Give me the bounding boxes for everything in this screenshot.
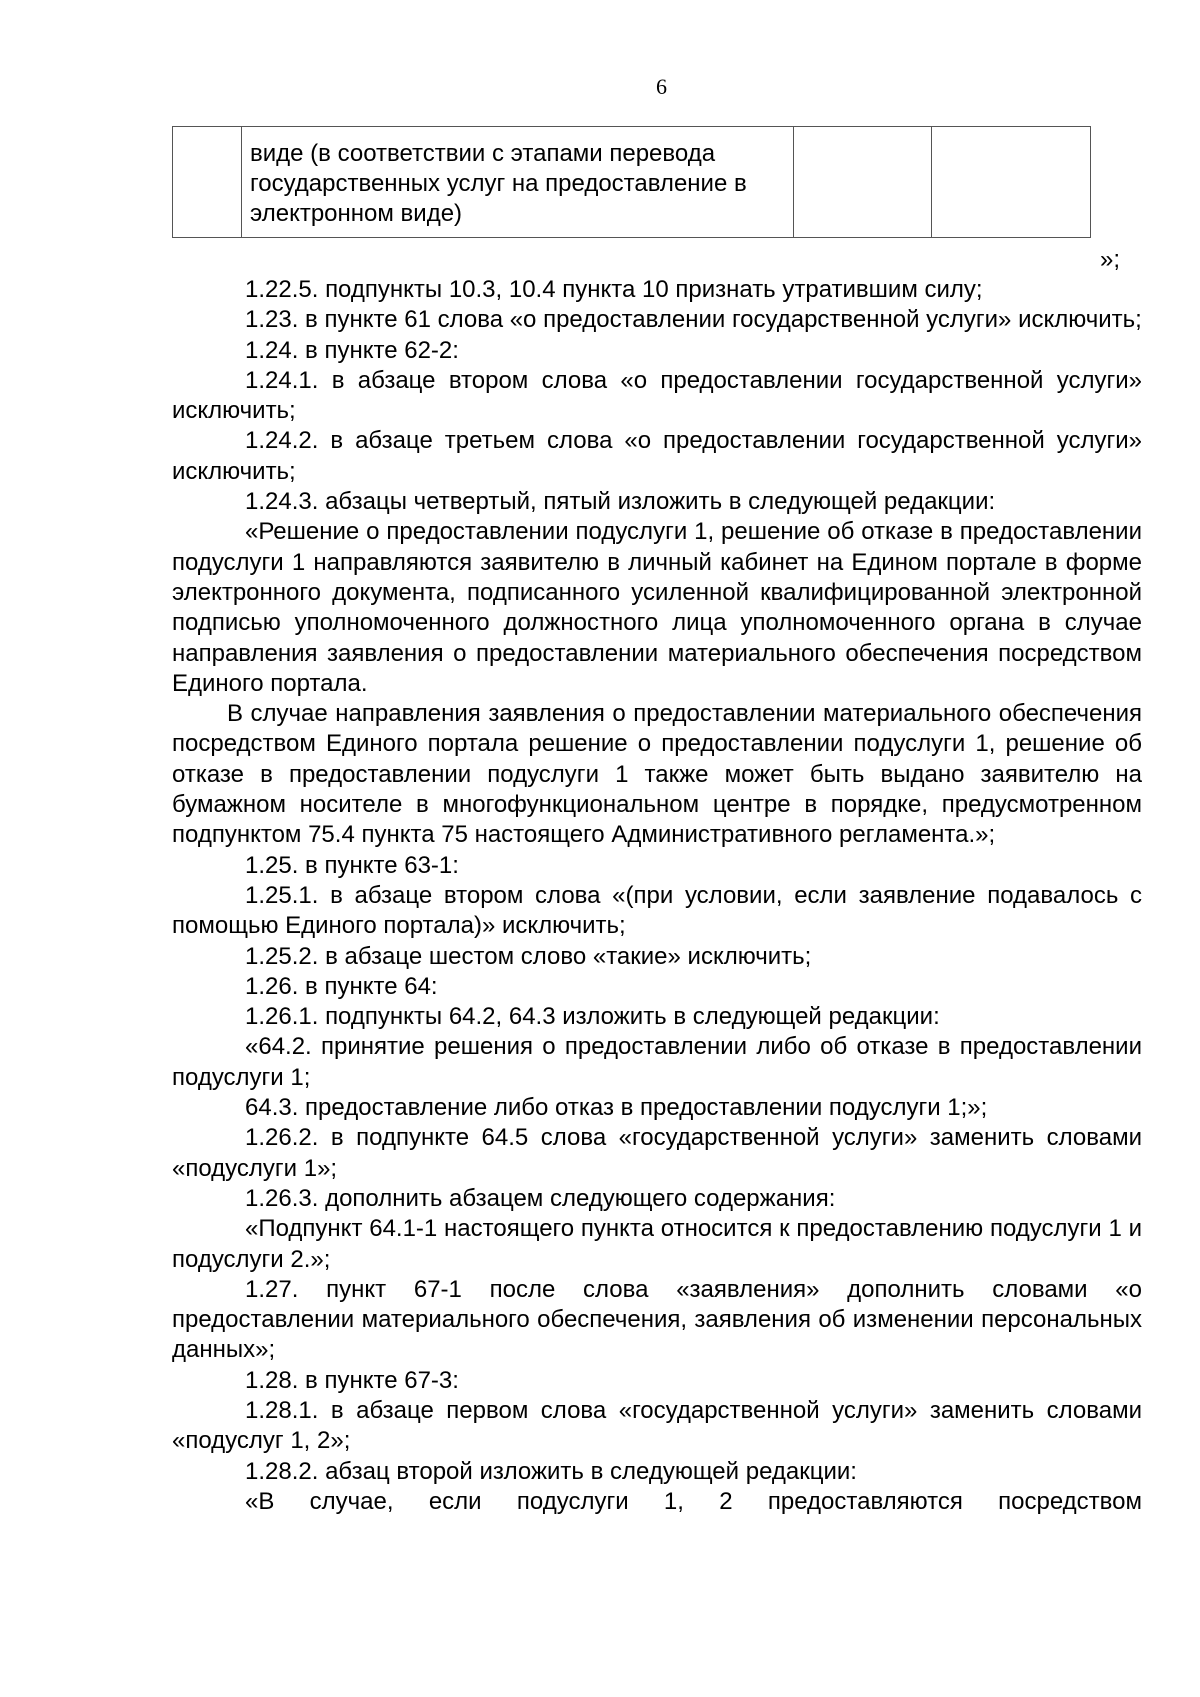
paragraph: В случае направления заявления о предоставлении материального обеспечения посредством Единого портала решение о предоставлении подуслуги 1, решение об отказе в предоставлении подуслуги 1 также может быть выдано заявителю на бумажном носителе в многофункциональном центре в порядке, предусмотренном подпунктом 75.4 пункта 75 настоящего Административного регламента.»;: [172, 700, 1142, 849]
paragraph: 1.27. пункт 67-1 после слова «заявления» дополнить словами «о предоставлении материального обеспечения, заявления об изменении персональных данных»;: [172, 1275, 1142, 1364]
paragraph: 1.26.1. подпункты 64.2, 64.3 изложить в следующей редакции:: [245, 1003, 940, 1031]
paragraph: 1.28. в пункте 67-3:: [245, 1366, 459, 1394]
closing-quote: »;: [1100, 246, 1121, 273]
paragraph: 1.25. в пункте 63-1:: [245, 851, 459, 879]
paragraph: 1.24. в пункте 62-2:: [245, 336, 459, 364]
document-body: [172, 275, 1142, 1517]
page-number: 6: [656, 74, 667, 99]
paragraph: «В случае, если подуслуги 1, 2 предоставляются посредством: [245, 1487, 1142, 1515]
paragraph: «Решение о предоставлении подуслуги 1, решение об отказе в предоставлении подуслуги 1 направляются заявителю в личный кабинет на Едином портале в форме электронного документа, подписанного усиленной квалифицированной электронной подписью уполномоченного должностного лица уполномоченного органа в случае направления заявления о предоставлении материального обеспечения посредством Единого портала.: [172, 518, 1142, 697]
paragraph: 1.28.1. в абзаце первом слова «государственной услуги» заменить словами «подуслуг 1, 2»;: [172, 1396, 1142, 1455]
table-row: [173, 127, 1091, 238]
paragraph: «Подпункт 64.1-1 настоящего пункта относится к предоставлению подуслуги 1 и подуслуги 2.»;: [172, 1215, 1142, 1273]
paragraph: «64.2. принятие решения о предоставлении либо об отказе в предоставлении подуслуги 1;: [172, 1033, 1142, 1091]
table-cell-description: виде (в соответствии с этапами перевода государственных услуг на предоставление в электронном виде): [242, 127, 794, 238]
paragraph: 64.3. предоставление либо отказ в предоставлении подуслуги 1;»;: [245, 1094, 988, 1122]
paragraph: 1.22.5. подпункты 10.3, 10.4 пункта 10 признать утратившим силу;: [245, 276, 983, 303]
table-cell-empty: [932, 127, 1091, 238]
continuation-table: [172, 126, 1091, 238]
paragraph: 1.24.2. в абзаце третьем слова «о предоставлении государственной услуги» исключить;: [172, 427, 1142, 485]
paragraph: 1.28.2. абзац второй изложить в следующей редакции:: [245, 1457, 857, 1485]
paragraph: 1.25.1. в абзаце втором слова «(при условии, если заявление подавалось с помощью Единого портала)» исключить;: [172, 881, 1142, 940]
paragraph: 1.26.3. дополнить абзацем следующего содержания:: [245, 1184, 836, 1212]
paragraph: 1.24.3. абзацы четвертый, пятый изложить в следующей редакции:: [245, 488, 996, 516]
table-cell-empty: [794, 127, 932, 238]
paragraph: 1.26. в пункте 64:: [245, 972, 438, 1000]
paragraph: 1.24.1. в абзаце втором слова «о предоставлении государственной услуги» исключить;: [172, 366, 1142, 425]
paragraph: 1.25.2. в абзаце шестом слово «такие» исключить;: [245, 942, 812, 970]
paragraph: 1.23. в пункте 61 слова «о предоставлении государственной услуги» исключить;: [245, 306, 1142, 334]
paragraph: 1.26.2. в подпункте 64.5 слова «государственной услуги» заменить словами «подуслуги 1»;: [172, 1124, 1142, 1182]
table-cell-number: [173, 127, 242, 238]
